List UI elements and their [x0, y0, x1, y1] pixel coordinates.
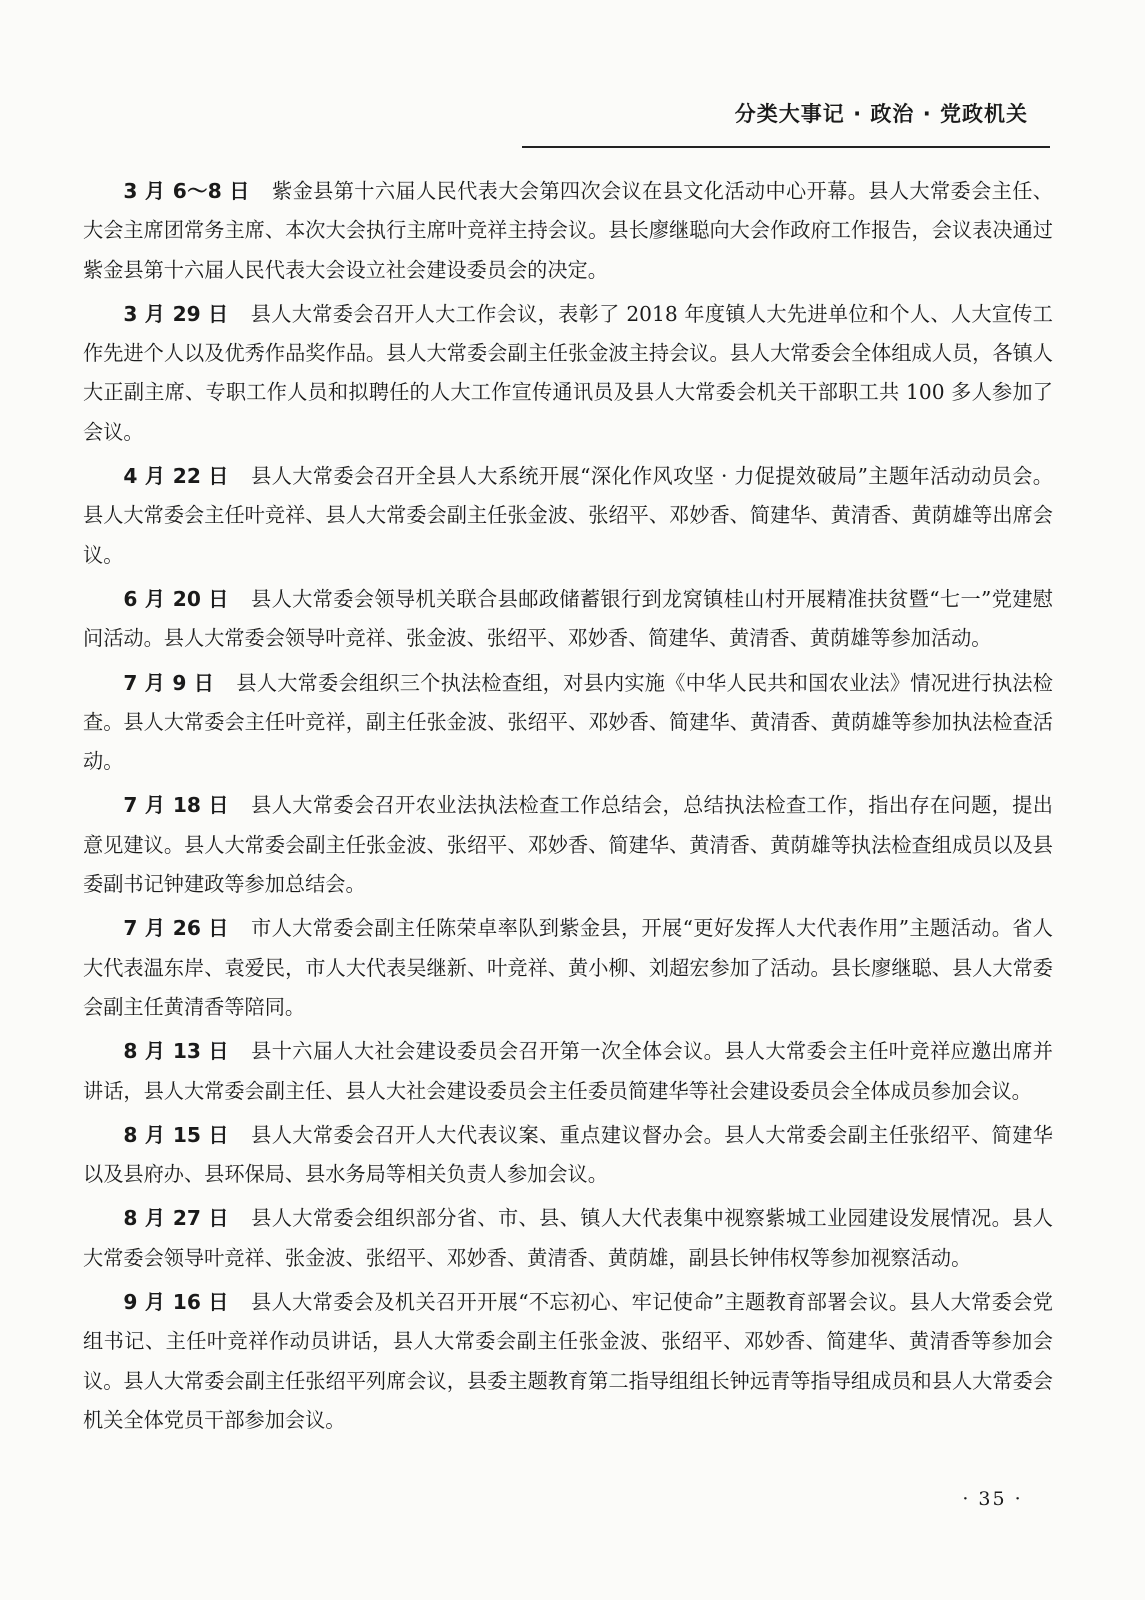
entry-text: 县人大常委会及机关召开开展“不忘初心、牢记使命”主题教育部署会议。县人大常委会党组书记、主任叶竞祥作动员讲话，县人大常委会副主任张金波、张绍平、邓妙香、简建华、黄清香等参加会议。县人大常委会副主任张绍平列席会议，县委主题教育第二指导组组长钟远青等指导组成员和县人大常委会机关全体党员干部参加会议。 [83, 1290, 1053, 1432]
entry-text: 县人大常委会组织三个执法检查组，对县内实施《中华人民共和国农业法》情况进行执法检查。县人大常委会主任叶竞祥，副主任张金波、张绍平、邓妙香、简建华、黄清香、黄荫雄等参加执法检查活动。 [83, 670, 1053, 774]
entry-date: 7 月 9 日 [123, 670, 215, 695]
entry-date: 7 月 18 日 [123, 793, 229, 818]
chronicle-body [83, 172, 1053, 1445]
entry-date: 6 月 20 日 [123, 586, 229, 611]
entry-date: 9 月 16 日 [123, 1290, 229, 1315]
entry-text: 紫金县第十六届人民代表大会第四次会议在县文化活动中心开幕。县人大常委会主任、大会主席团常务主席、本次大会执行主席叶竞祥主持会议。县长廖继聪向大会作政府工作报告，会议表决通过紫金县第十六届人民代表大会设立社会建设委员会的决定。 [83, 179, 1053, 282]
page-number: · 35 · [962, 1488, 1023, 1510]
entry-text: 县人大常委会组织部分省、市、县、镇人大代表集中视察紫城工业园建设发展情况。县人大常委会领导叶竞祥、张金波、张绍平、邓妙香、黄清香、黄荫雄，副县长钟伟权等参加视察活动。 [83, 1206, 1053, 1270]
chronicle-entry [83, 1199, 1053, 1278]
entry-text: 县人大常委会召开农业法执法检查工作总结会，总结执法检查工作，指出存在问题，提出意见建议。县人大常委会副主任张金波、张绍平、邓妙香、简建华、黄清香、黄荫雄等执法检查组成员以及县委副书记钟建政等参加总结会。 [83, 793, 1053, 897]
running-title: 分类大事记 · 政治 · 党政机关 [734, 102, 1028, 126]
chronicle-entry [83, 909, 1053, 1027]
entry-text: 县人大常委会召开全县人大系统开展“深化作风攻坚 · 力促提效破局”主题年活动动员会。县人大常委会主任叶竞祥、县人大常委会副主任张金波、张绍平、邓妙香、简建华、黄清香、黄荫雄等出席会议。 [83, 464, 1053, 567]
running-header [522, 98, 1050, 140]
chronicle-entry [83, 786, 1053, 904]
chronicle-entry [83, 295, 1053, 452]
entry-text: 县人大常委会召开人大代表议案、重点建议督办会。县人大常委会副主任张绍平、简建华以及县府办、县环保局、县水务局等相关负责人参加会议。 [83, 1122, 1053, 1187]
chronicle-entry [83, 1032, 1053, 1111]
chronicle-entry [83, 1116, 1053, 1195]
entry-date: 8 月 13 日 [123, 1039, 229, 1064]
entry-date: 3 月 29 日 [123, 301, 229, 326]
chronicle-entry [83, 172, 1053, 290]
entry-date: 7 月 26 日 [123, 916, 229, 941]
header-rule [522, 146, 1050, 148]
chronicle-entry [83, 1283, 1053, 1440]
entry-text: 市人大常委会副主任陈荣卓率队到紫金县，开展“更好发挥人大代表作用”主题活动。省人大代表温东岸、袁爱民，市人大代表吴继新、叶竞祥、黄小柳、刘超宏参加了活动。县长廖继聪、县人大常委会副主任黄清香等陪同。 [83, 916, 1053, 1019]
chronicle-entry [83, 580, 1053, 659]
entry-text: 县十六届人大社会建设委员会召开第一次全体会议。县人大常委会主任叶竞祥应邀出席并讲话，县人大常委会副主任、县人大社会建设委员会主任委员简建华等社会建设委员会全体成员参加会议。 [83, 1039, 1053, 1103]
entry-date: 3 月 6～8 日 [123, 179, 250, 203]
chronicle-entry [83, 457, 1053, 575]
entry-date: 8 月 15 日 [123, 1122, 229, 1147]
entry-date: 4 月 22 日 [123, 464, 229, 489]
entry-text: 县人大常委会召开人大工作会议，表彰了 2018 年度镇人大先进单位和个人、人大宣传工作先进个人以及优秀作品奖作品。县人大常委会副主任张金波主持会议。县人大常委会全体组成人员，各镇人大正副主席、专职工作人员和拟聘任的人大工作宣传通讯员及县人大常委会机关干部职工共 100 多人参加了会议。 [83, 301, 1053, 444]
entry-date: 8 月 27 日 [123, 1206, 229, 1231]
chronicle-entry [83, 664, 1053, 782]
entry-text: 县人大常委会领导机关联合县邮政储蓄银行到龙窝镇桂山村开展精准扶贫暨“七一”党建慰问活动。县人大常委会领导叶竞祥、张金波、张绍平、邓妙香、简建华、黄清香、黄荫雄等参加活动。 [83, 586, 1053, 651]
